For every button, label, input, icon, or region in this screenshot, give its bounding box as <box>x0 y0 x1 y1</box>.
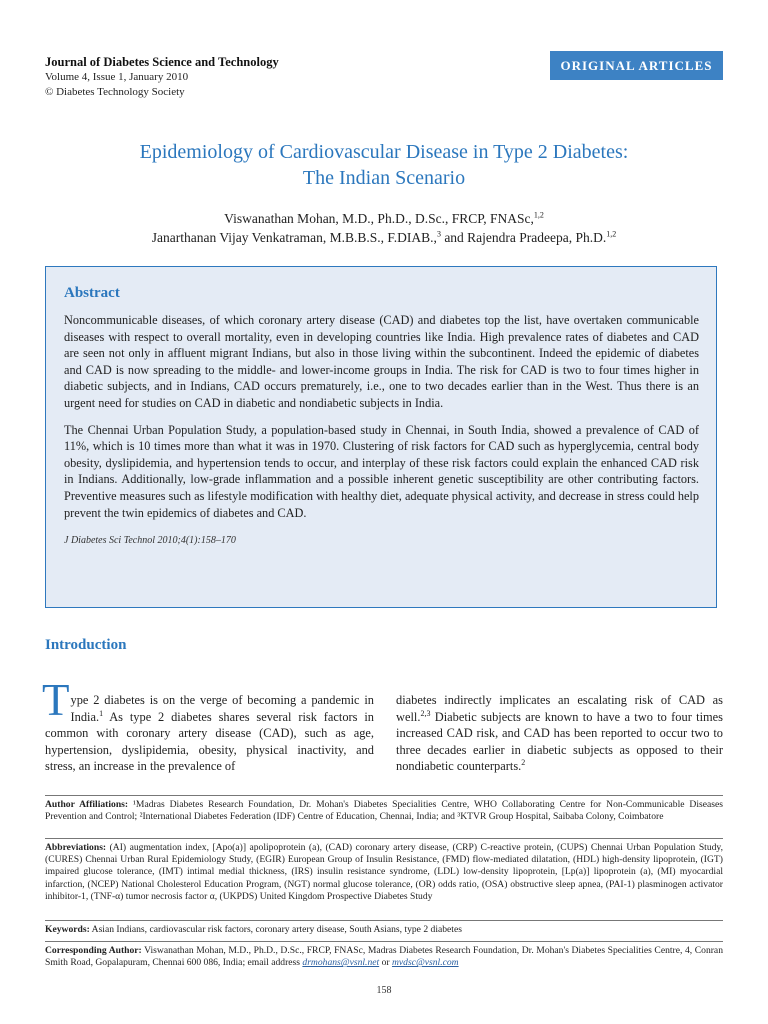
body-text: As type 2 diabetes shares several risk factors in common with coronary artery disease (CAD), such as age, hypertension, dyslipidemia, obesity, physical inactivity, and stress, an increase in the prevalence of <box>45 709 374 773</box>
citation-sup: 1 <box>99 708 104 718</box>
journal-header <box>45 54 279 100</box>
footnote-text: (AI) augmentation index, [Apo(a)] apolipoprotein (a), (CAD) coronary artery disease, (CRP) C-reactive protein, (CUPS) Chennai Urban Population Study, (CURES) Chennai Urban Rural Epidemiology Study, (EGIR) European Group of Insulin Resistance, (FMD) flow-mediated dilatation, (HDL) high-density lipoprotein, (IGT) impaired glucose tolerance, (IMT) intimal medial thickness, (IRS) insulin resistance syndrome, (LDL) low-density lipoprotein, [Lp(a)] lipoprotein (a), (MI) myocardial infarction, (NCEP) National Cholesterol Education Program, (NGT) normal glucose tolerance, (OR) odds ratio, (OSA) obstructive sleep apnea, (PAI-1) plasminogen activator inhibitor-1, (TNF-α) tumor necrosis factor α, (UKPDS) United Kingdom Prospective Diabetes Study <box>45 842 723 902</box>
section-badge: ORIGINAL ARTICLES <box>550 51 723 80</box>
author-line-2 <box>30 228 738 247</box>
abstract-paragraph-1: Noncommunicable diseases, of which coronary artery disease (CAD) and diabetes top the list, have overtaken communicable diseases with respect to overall mortality, even in developing countries like India. High prevalence rates of diabetes and CAD are seen not only in affluent migrant Indians, but also in those living within the subcontinent. Indeed the epidemic of diabetes and CAD is now spreading to the middle- and lower-income groups in India. The risk for CAD is two to four times higher in diabetic subjects, and in Indians, CAD occurs prematurely, i.e., one to two decades earlier than in the West. Thus there is an urgent need for studies on CAD in diabetic and nondiabetic subjects in India. <box>64 313 699 410</box>
footnote-text: Asian Indians, cardiovascular risk factors, coronary artery disease, South Asians, type 2 diabetes <box>89 924 462 935</box>
footnote-label: Abbreviations: <box>45 842 107 853</box>
introduction-heading: Introduction <box>45 637 127 653</box>
abstract-box <box>45 266 717 608</box>
footnote-divider <box>45 838 723 839</box>
citation-sup: 2 <box>521 757 526 767</box>
body-text: ype 2 diabetes is on the verge of becoming a pandemic in India. <box>70 693 374 724</box>
intro-column-1 <box>42 673 374 775</box>
author-list <box>30 209 738 247</box>
citation-sup: 2,3 <box>420 708 431 718</box>
abbreviations <box>45 842 723 903</box>
intro-paragraph <box>42 673 374 775</box>
body-text: Diabetic subjects are known to have a two to four times increased CAD risk, and CAD has been reported to occur two to three decades earlier in diabetic subjects as opposed to their nondiabetic counterparts. <box>396 709 723 773</box>
author-text: and Rajendra Pradeepa, Ph.D. <box>440 230 607 245</box>
abstract-heading: Abstract <box>64 285 120 301</box>
footnote-divider <box>45 941 723 942</box>
footnote-label: Author Affiliations: <box>45 799 129 810</box>
corresponding-author <box>45 945 723 969</box>
intro-column-2 <box>396 692 723 775</box>
author-affiliations <box>45 799 723 823</box>
affiliation-sup: 1,2 <box>533 210 544 220</box>
body-text: diabetes indirectly implicates an escalating risk of CAD as well. <box>396 693 723 724</box>
title-line-1: Epidemiology of Cardiovascular Disease in Type 2 Diabetes: <box>139 141 629 163</box>
affiliation-sup: 3 <box>436 229 441 239</box>
email-link-2[interactable]: mvdsc@vsnl.com <box>391 957 459 969</box>
keywords <box>45 924 723 936</box>
author-line-1 <box>30 209 738 228</box>
footnote-text: or <box>379 957 392 969</box>
footnote-divider <box>45 920 723 921</box>
article-title <box>30 139 738 191</box>
drop-cap: T <box>42 675 70 725</box>
affiliation-sup: 1,2 <box>606 229 617 239</box>
journal-volume: Volume 4, Issue 1, January 2010 <box>45 71 189 83</box>
abstract-paragraph-2: The Chennai Urban Population Study, a population-based study in Chennai, in South India, showed a prevalence of CAD of 11%, which is 10 times more than what it was in 1970. Clustering of risk factors for CAD such as hyperglycemia, central body obesity, dyslipidemia, and hypertension tends to occur, and interplay of these risk factors could explain the enhanced CAD risk in Indians. Additionally, low-grade inflammation and a possible inherent genetic susceptibility are other contributing factors. Preventive measures such as lifestyle modification with healthy diet, adequate physical activity, and decrease in stress could help prevent the twin epidemics of diabetes and CAD. <box>64 422 699 520</box>
footnote-text: Viswanathan Mohan, M.D., Ph.D., D.Sc., FRCP, FNASc, Madras Diabetes Research Foundation, Dr. Mohan's Diabetes Specialities Centre, 4, Conran Smith Road, Gopalapuram, Chennai 600 086, India; email address <box>45 945 723 969</box>
footnote-label: Keywords: <box>45 924 90 935</box>
author-text: Janarthanan Vijay Venkatraman, M.B.B.S., F.DIAB., <box>151 230 437 245</box>
email-link-1[interactable]: drmohans@vsnl.net <box>302 957 380 969</box>
journal-name: Journal of Diabetes Science and Technology <box>45 55 279 69</box>
abstract-citation: J Diabetes Sci Technol 2010;4(1):158–170 <box>64 535 236 547</box>
page-number: 158 <box>376 985 392 996</box>
author-text: Viswanathan Mohan, M.D., Ph.D., D.Sc., FRCP, FNASc, <box>224 211 534 226</box>
journal-copyright: © Diabetes Technology Society <box>45 86 185 98</box>
footnote-text: ¹Madras Diabetes Research Foundation, Dr. Mohan's Diabetes Specialities Centre, WHO Collaborating Centre for Non-Communicable Diseases Prevention and Control; ²International Diabetes Federation (IDF) Centre of Education, Chennai, India; and ³KTVR Group Hospital, Saibaba Colony, Coimbatore <box>45 799 724 823</box>
footnote-label: Corresponding Author: <box>45 945 142 956</box>
title-line-2: The Indian Scenario <box>302 167 466 189</box>
footnote-divider <box>45 795 723 796</box>
